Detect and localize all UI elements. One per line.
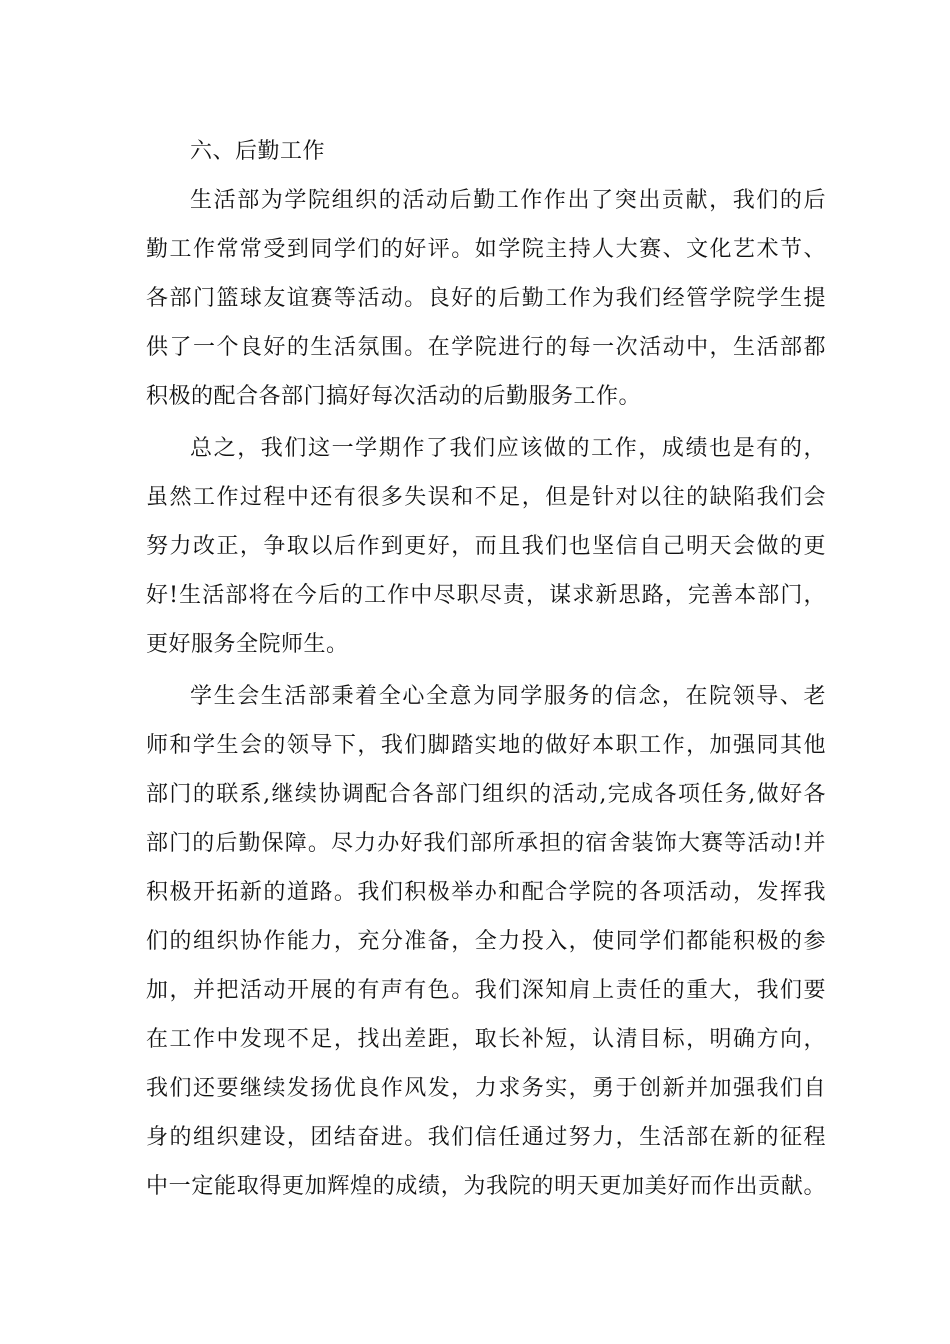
paragraph-line: 部门的后勤保障。尽力办好我们部所承担的宿舍装饰大赛等活动!并: [146, 831, 826, 856]
paragraph-line: 努力改正，争取以后作到更好，而且我们也坚信自己明天会做的更: [146, 534, 826, 559]
paragraph-line: 我们还要继续发扬优良作风发，力求务实，勇于创新并加强我们自: [146, 1076, 826, 1101]
paragraph-line: 勤工作常常受到同学们的好评。如学院主持人大赛、文化艺术节、: [146, 237, 826, 262]
paragraph-line: 加，并把活动开展的有声有色。我们深知肩上责任的重大，我们要: [146, 978, 826, 1003]
paragraph-line: 更好服务全院师生。: [146, 632, 349, 657]
paragraph-line: 身的组织建设，团结奋进。我们信任通过努力，生活部在新的征程: [146, 1125, 826, 1150]
paragraph-line: 好!生活部将在今后的工作中尽职尽责，谋求新思路，完善本部门，: [146, 583, 826, 608]
paragraph-line: 中一定能取得更加辉煌的成绩，为我院的明天更加美好而作出贡献。: [146, 1174, 826, 1199]
section-heading: 六、后勤工作: [190, 139, 326, 164]
paragraph-line: 各部门篮球友谊赛等活动。良好的后勤工作为我们经管学院学生提: [146, 286, 826, 311]
paragraph-line: 积极的配合各部门搞好每次活动的后勤服务工作。: [146, 384, 642, 409]
paragraph-line: 学生会生活部秉着全心全意为同学服务的信念，在院领导、老: [190, 684, 826, 709]
paragraph-line: 部门的联系,继续协调配合各部门组织的活动,完成各项任务,做好各: [146, 782, 826, 807]
paragraph-line: 生活部为学院组织的活动后勤工作作出了突出贡献，我们的后: [190, 188, 826, 213]
paragraph-line: 虽然工作过程中还有很多失误和不足，但是针对以往的缺陷我们会: [146, 485, 826, 510]
paragraph-line: 师和学生会的领导下，我们脚踏实地的做好本职工作，加强同其他: [146, 733, 826, 758]
paragraph-line: 在工作中发现不足，找出差距，取长补短，认清目标，明确方向，: [146, 1027, 826, 1052]
paragraph-line: 供了一个良好的生活氛围。在学院进行的每一次活动中，生活部都: [146, 335, 826, 360]
paragraph-line: 总之，我们这一学期作了我们应该做的工作，成绩也是有的，: [190, 436, 826, 461]
paragraph-line: 们的组织协作能力，充分准备，全力投入，使同学们都能积极的参: [146, 929, 826, 954]
paragraph-line: 积极开拓新的道路。我们积极举办和配合学院的各项活动，发挥我: [146, 880, 826, 905]
